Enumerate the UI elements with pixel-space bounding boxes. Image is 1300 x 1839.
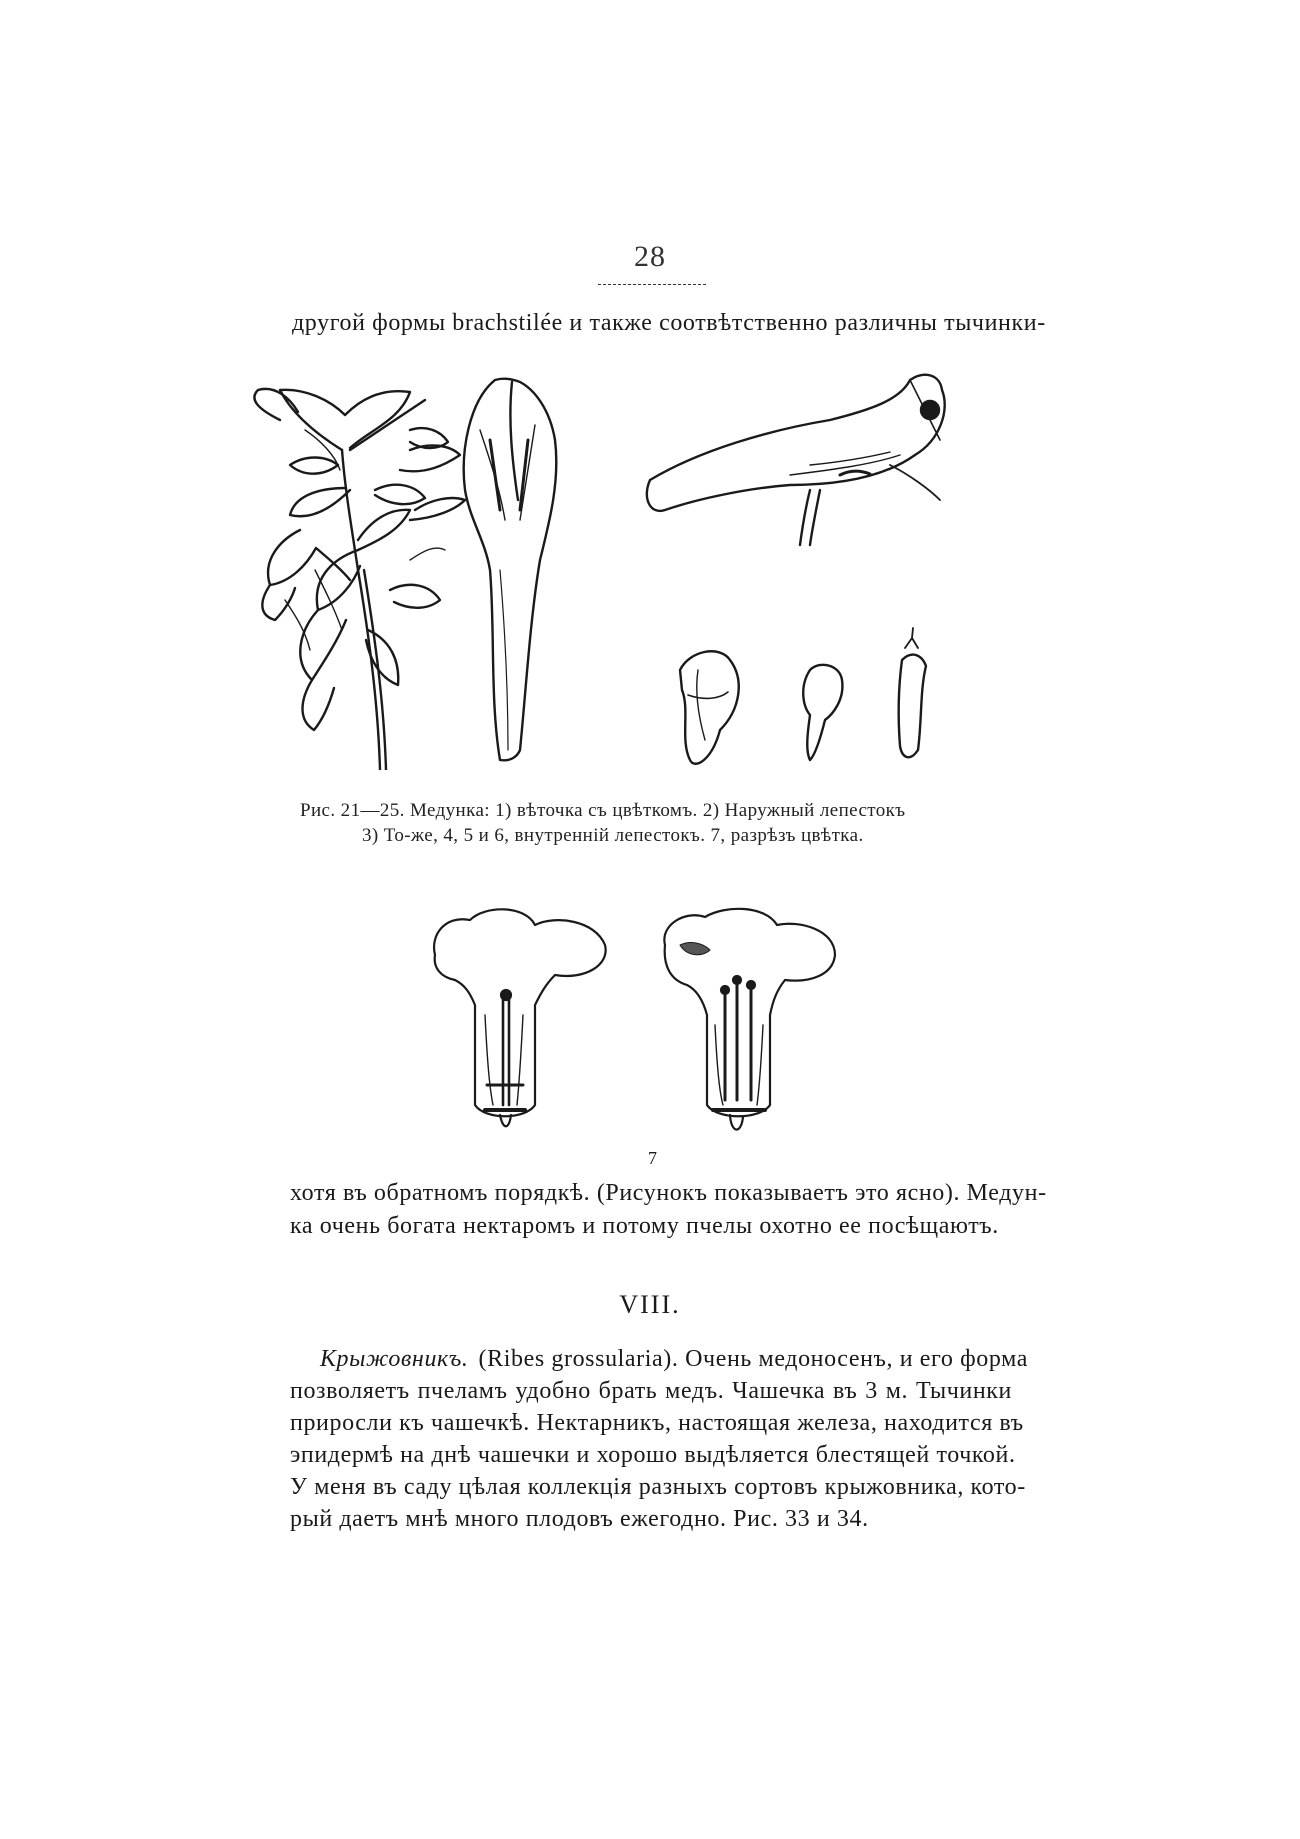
cross-section-right bbox=[664, 909, 835, 1130]
lungwort-figure bbox=[250, 370, 1040, 770]
flower-cross-section-figure bbox=[425, 905, 895, 1145]
section-line-3: приросли къ чашечкѣ. Нектарникъ, настоящая железа, находится въ bbox=[290, 1410, 1024, 1436]
section-line-5: У меня въ саду цѣлая коллекцiя разныхъ сортовъ крыжовника, кото- bbox=[290, 1474, 1026, 1500]
section-line-1 bbox=[320, 1346, 1028, 1373]
figure-caption-line2: 3) То-же, 4, 5 и 6, внутреннiй лепестокъ. 7, разрѣзъ цвѣтка. bbox=[362, 825, 864, 846]
flower-cross-section-illustration bbox=[425, 905, 895, 1145]
section-title-word: Крыжовникъ. bbox=[320, 1346, 469, 1372]
section-line-2: позволяетъ пчеламъ удобно брать медъ. Чашечка въ 3 м. Тычинки bbox=[290, 1378, 1012, 1404]
page-number-rule bbox=[598, 284, 706, 285]
inner-petal-3 bbox=[680, 651, 739, 763]
lead-text-line: другой формы brachstilée и также соотвѣтственно различны тычинки- bbox=[292, 310, 1046, 336]
section-line-6: рый даетъ мнѣ много плодовъ ежегодно. Рис. 33 и 34. bbox=[290, 1506, 869, 1532]
section-heading: VIII. bbox=[619, 1290, 681, 1319]
lungwort-illustration bbox=[250, 370, 1040, 770]
inner-petal-4 bbox=[803, 665, 842, 760]
outer-petal bbox=[464, 379, 557, 761]
paragraph-line-2: ка очень богата нектаромъ и потому пчелы охотно ее посѣщаютъ. bbox=[290, 1213, 999, 1239]
section-line-4: эпидермѣ на днѣ чашечки и хорошо выдѣляется блестящей точкой. bbox=[290, 1442, 1016, 1468]
twig-with-flowers bbox=[254, 389, 465, 770]
cross-section-left bbox=[434, 909, 606, 1126]
inner-petal-5 bbox=[899, 628, 926, 757]
figure-label-7: 7 bbox=[648, 1148, 657, 1168]
section-line-1-text: (Ribes grossularia). Очень медоносенъ, и его форма bbox=[478, 1346, 1028, 1372]
figure-caption-line1: Рис. 21—25. Медунка: 1) вѣточка съ цвѣткомъ. 2) Наружный лепестокъ bbox=[300, 800, 906, 821]
flower-section bbox=[647, 375, 945, 545]
page-number: 28 bbox=[634, 240, 666, 273]
paragraph-line-1: хотя въ обратномъ порядкѣ. (Рисунокъ показываетъ это ясно). Медун- bbox=[290, 1180, 1047, 1206]
